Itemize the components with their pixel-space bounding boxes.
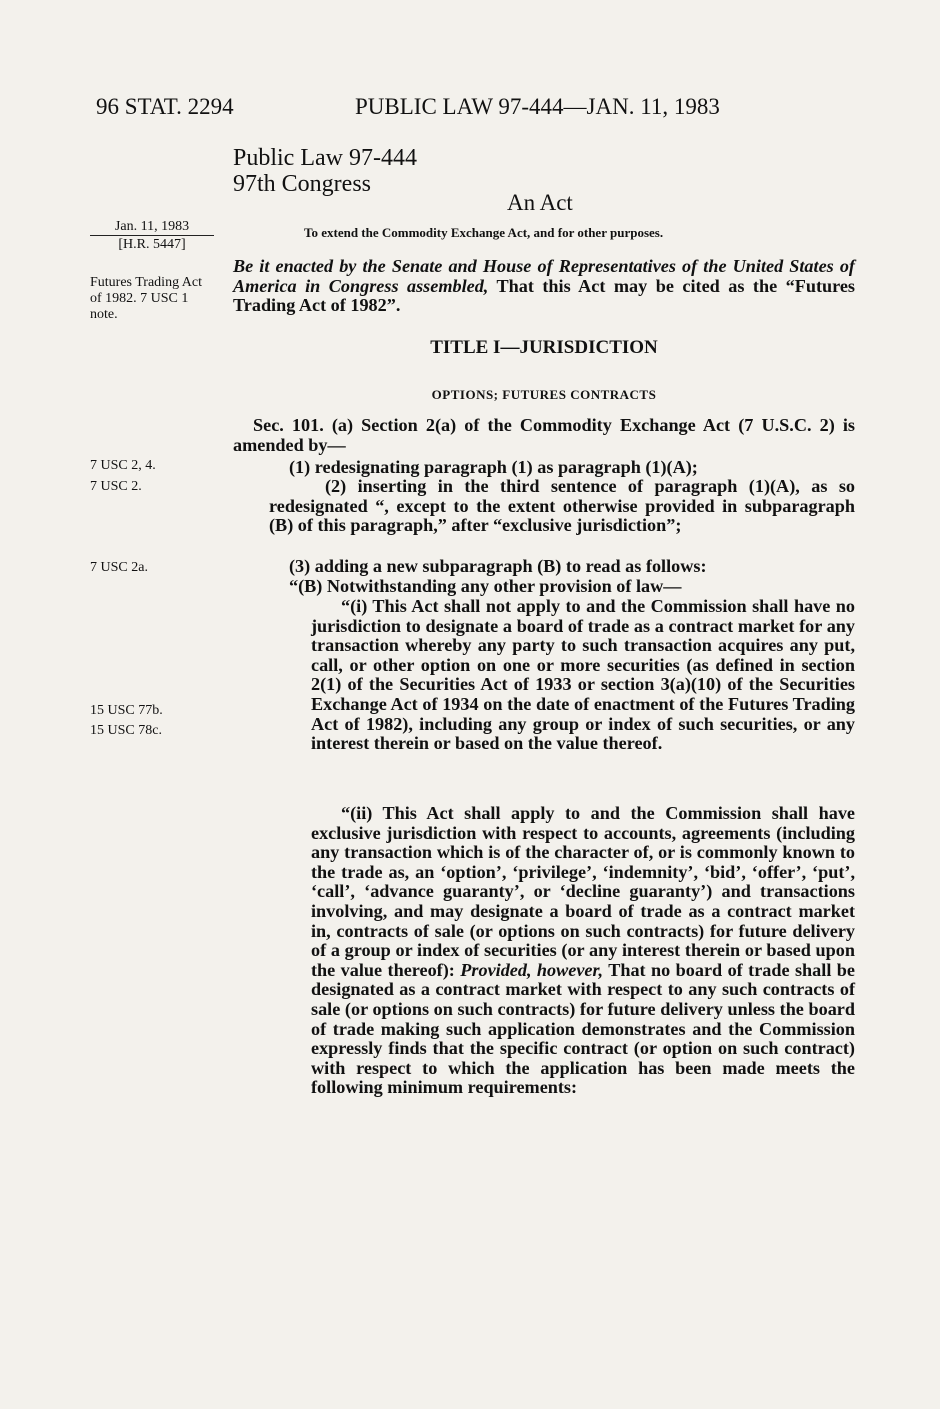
clause-ii-text-b: That no board of trade shall be designated as a contract market with respect to any such contracts of sale (or options on such contracts) for future delivery unless the board of trade making such application demonstrates and the Commission expressly finds that the specific contract (or option on such contract) with respect to which the application has been made meets the following minimum requirements: bbox=[311, 959, 855, 1098]
act-label: An Act bbox=[507, 190, 573, 215]
law-title-block bbox=[233, 145, 417, 197]
enacting-clause-text: That this Act may be cited as the “Futures Trading Act of 1982”. bbox=[233, 275, 856, 316]
margin-citation: 15 USC 78c. bbox=[90, 723, 162, 738]
enacting-clause-italic: Be it enacted by the Senate and House of Representatives of the United States of America in Congress assembled, bbox=[233, 256, 855, 296]
margin-citation: 7 USC 2. bbox=[90, 479, 142, 494]
margin-bill-number: [H.R. 5447] bbox=[90, 235, 214, 253]
statute-page-ref: 96 STAT. 2294 bbox=[96, 94, 234, 119]
margin-citation: 7 USC 2, 4. bbox=[90, 458, 156, 473]
law-number: Public Law 97-444 bbox=[233, 145, 417, 171]
running-header: PUBLIC LAW 97-444—JAN. 11, 1983 bbox=[355, 94, 720, 119]
act-purpose: To extend the Commodity Exchange Act, and for other purposes. bbox=[304, 225, 664, 240]
enacting-clause bbox=[233, 257, 855, 316]
congress-label: 97th Congress bbox=[233, 171, 371, 197]
paragraph-3: (3) adding a new subparagraph (B) to read as follows: bbox=[289, 556, 707, 576]
margin-short-title-note: Futures Trading Act of 1982. 7 USC 1 note. bbox=[90, 275, 203, 322]
title-heading: TITLE I—JURISDICTION bbox=[430, 337, 658, 358]
subheading: OPTIONS; FUTURES CONTRACTS bbox=[431, 387, 657, 402]
margin-citation: 15 USC 77b. bbox=[90, 703, 163, 718]
section-101-intro: Sec. 101. (a) Section 2(a) of the Commodity Exchange Act (7 U.S.C. 2) is amended by— bbox=[233, 415, 855, 455]
subparagraph-b: “(B) Notwithstanding any other provision of law— bbox=[289, 576, 682, 596]
clause-ii-text-a: “(ii) This Act shall apply to and the Commission shall have exclusive jurisdiction with respect to accounts, agreements (including any transaction which is of the character of, or is commonly known to the trade as, an ‘option’, ‘privilege’, ‘indemnity’, ‘bid’, ‘offer’, ‘put’, ‘call’, ‘advance guaranty’, or ‘decline guaranty’) and transactions involving, and may designate a board of trade as a contract market in, contracts of sale (or options on such contracts) for future delivery of a group or index of securities (or any interest therein or based upon the value thereof): bbox=[311, 803, 855, 980]
paragraph-1: (1) redesignating paragraph (1) as paragraph (1)(A); bbox=[289, 457, 698, 477]
paragraph-2: (2) inserting in the third sentence of paragraph (1)(A), as so redesignated “, except to the extent otherwise provided in subparagraph (B) of this paragraph,” after “exclusive jurisdiction”; bbox=[269, 476, 855, 536]
margin-citation: 7 USC 2a. bbox=[90, 560, 148, 575]
clause-ii bbox=[311, 804, 855, 1098]
clause-ii-proviso: Provided, however, bbox=[460, 959, 604, 980]
clause-i: “(i) This Act shall not apply to and the Commission shall have no jurisdiction to designate a board of trade as a contract market for any transaction whereby any party to such transaction acquires any put, call, or other option on one or more securities (as defined in section 2(1) of the Securities Act of 1933 or section 3(a)(10) of the Securities Exchange Act of 1934 on the date of enactment of the Futures Trading Act of 1982), including any group or index of such securities, or any interest therein or based on the value thereof. bbox=[311, 596, 855, 754]
margin-date: Jan. 11, 1983 bbox=[114, 219, 190, 234]
